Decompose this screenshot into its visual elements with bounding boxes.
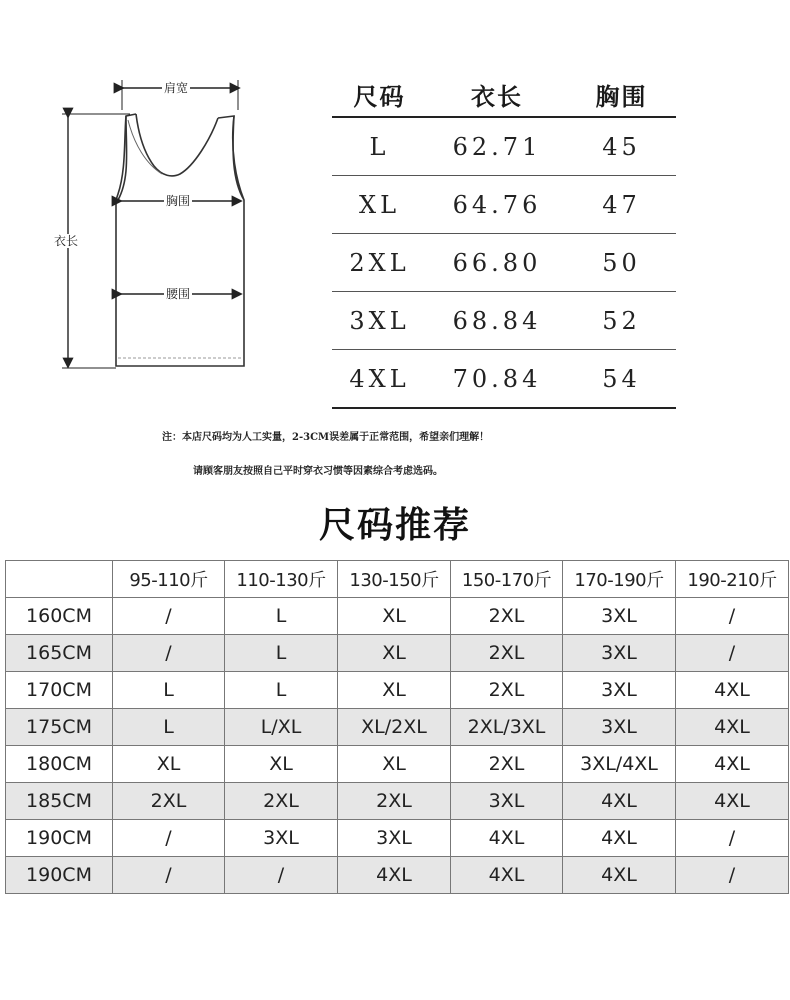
chest-cell: 50 (602, 248, 641, 277)
height-cell: 160CM (6, 598, 113, 635)
waist-label: 腰围 (166, 287, 191, 301)
chest-cell: 52 (602, 306, 641, 335)
size-cell: 4XL (676, 746, 789, 783)
size-cell: L (113, 672, 225, 709)
size-cell: 4XL (349, 364, 410, 393)
chest-cell: 47 (602, 190, 641, 219)
measurement-row (332, 350, 676, 409)
header-size: 尺码 (353, 81, 406, 111)
table-row (6, 783, 789, 820)
table-row (6, 598, 789, 635)
size-cell: 3XL (563, 672, 676, 709)
size-cell: / (113, 598, 225, 635)
size-cell: 4XL (451, 857, 563, 894)
size-cell: L/XL (225, 709, 338, 746)
size-cell: 3XL (349, 306, 410, 335)
size-cell: 2XL (451, 598, 563, 635)
size-cell: 4XL (563, 783, 676, 820)
size-cell: XL (338, 746, 451, 783)
measurement-table (332, 72, 676, 409)
height-cell: 170CM (6, 672, 113, 709)
header-length: 衣长 (471, 81, 523, 111)
size-cell: 2XL (225, 783, 338, 820)
size-cell: / (676, 820, 789, 857)
size-cell: 4XL (563, 820, 676, 857)
length-label: 衣长 (54, 234, 79, 248)
weight-header: 150-170斤 (451, 561, 563, 598)
weight-header: 110-130斤 (225, 561, 338, 598)
chest-label: 胸围 (166, 194, 191, 208)
garment-diagram (40, 70, 270, 390)
measurement-header-row (332, 72, 676, 118)
length-cell: 64.76 (452, 190, 542, 219)
measurement-note: 注：本店尺码均为人工实量，2-3CM误差属于正常范围，希望亲们理解！ (162, 432, 490, 443)
chest-cell: 45 (602, 132, 641, 161)
size-cell: 3XL (225, 820, 338, 857)
length-cell: 66.80 (452, 248, 542, 277)
size-cell: 2XL (451, 746, 563, 783)
size-cell: / (676, 857, 789, 894)
size-cell: 3XL (563, 598, 676, 635)
size-cell: XL (338, 672, 451, 709)
size-cell: 4XL (676, 672, 789, 709)
table-row (6, 820, 789, 857)
length-cell: 70.84 (452, 364, 542, 393)
weight-header-row (6, 561, 789, 598)
size-cell: 4XL (338, 857, 451, 894)
height-cell: 190CM (6, 820, 113, 857)
weight-header: 95-110斤 (113, 561, 225, 598)
size-cell: / (225, 857, 338, 894)
weight-header: 190-210斤 (676, 561, 789, 598)
size-cell: XL (338, 635, 451, 672)
measurement-row (332, 176, 676, 234)
size-cell: L (225, 672, 338, 709)
size-cell: 4XL (451, 820, 563, 857)
size-cell: 2XL (349, 248, 410, 277)
size-cell: XL (338, 598, 451, 635)
size-cell: / (676, 635, 789, 672)
size-cell: 3XL (563, 709, 676, 746)
table-row (6, 672, 789, 709)
tank-top-outline (40, 70, 270, 390)
size-cell: 2XL (338, 783, 451, 820)
chest-cell: 54 (602, 364, 641, 393)
size-cell: L (113, 709, 225, 746)
size-cell: L (225, 635, 338, 672)
size-cell: 3XL (338, 820, 451, 857)
size-cell: / (113, 820, 225, 857)
header-chest: 胸围 (595, 81, 648, 111)
size-cell: XL (225, 746, 338, 783)
recommendation-title: 尺码推荐 (318, 505, 471, 546)
measurement-row (332, 234, 676, 292)
size-cell: 3XL (563, 635, 676, 672)
weight-header: 130-150斤 (338, 561, 451, 598)
height-cell: 175CM (6, 709, 113, 746)
size-cell: 4XL (676, 709, 789, 746)
table-row (6, 857, 789, 894)
size-cell: / (113, 635, 225, 672)
size-cell: 4XL (676, 783, 789, 820)
size-cell: 2XL (113, 783, 225, 820)
height-cell: 185CM (6, 783, 113, 820)
table-row (6, 635, 789, 672)
size-cell: 2XL (451, 635, 563, 672)
size-cell: 4XL (563, 857, 676, 894)
size-cell: 2XL/3XL (451, 709, 563, 746)
corner-cell (6, 561, 113, 598)
size-cell: L (225, 598, 338, 635)
table-row (6, 709, 789, 746)
height-cell: 165CM (6, 635, 113, 672)
length-cell: 62.71 (452, 132, 542, 161)
shoulder-width-label: 肩宽 (164, 81, 189, 95)
size-cell: XL/2XL (338, 709, 451, 746)
size-cell: 3XL/4XL (563, 746, 676, 783)
size-cell: 3XL (451, 783, 563, 820)
size-advice-note: 请顾客朋友按照自己平时穿衣习惯等因素综合考虑选码。 (193, 466, 443, 477)
measurement-row (332, 292, 676, 350)
measurement-row (332, 118, 676, 176)
weight-header: 170-190斤 (563, 561, 676, 598)
size-cell: XL (113, 746, 225, 783)
size-cell: / (676, 598, 789, 635)
size-cell: XL (358, 190, 401, 219)
table-row (6, 746, 789, 783)
size-cell: / (113, 857, 225, 894)
size-cell: L (369, 132, 390, 161)
height-cell: 180CM (6, 746, 113, 783)
size-recommendation-table (5, 560, 789, 894)
size-cell: 2XL (451, 672, 563, 709)
length-cell: 68.84 (452, 306, 542, 335)
height-cell: 190CM (6, 857, 113, 894)
